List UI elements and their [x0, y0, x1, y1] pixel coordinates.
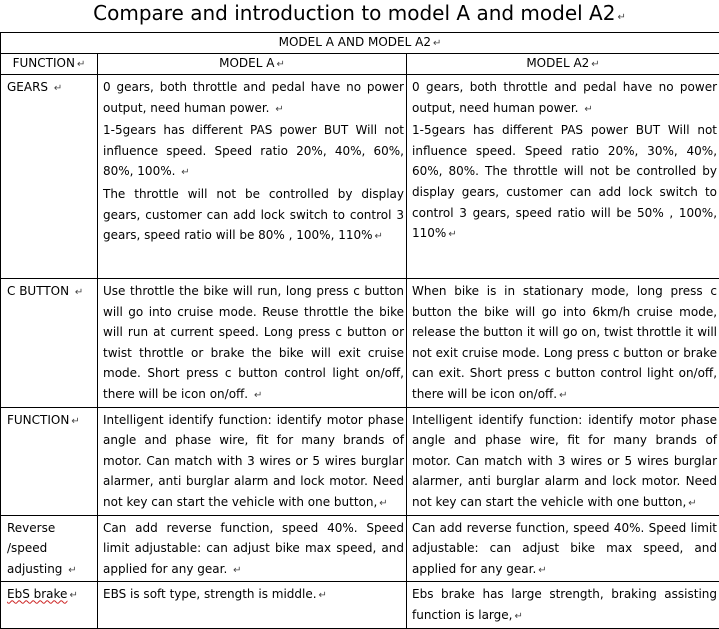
table-row-c-button: [1, 279, 719, 408]
cell-paragraph: [412, 77, 717, 120]
paragraph-mark-icon: ↵: [233, 565, 241, 576]
paragraph-mark-icon: ↵: [69, 590, 77, 601]
model-a-cell: [98, 75, 407, 279]
page-title: [0, 0, 719, 30]
cell-paragraph: [412, 120, 717, 246]
table-header-row: [1, 54, 719, 75]
function-cell: [1, 515, 98, 582]
paragraph-mark-icon: ↵: [591, 59, 599, 70]
paragraph-mark-icon: ↵: [538, 565, 546, 576]
paragraph-mark-icon: ↵: [68, 565, 76, 576]
cell-text: Can add reverse function, speed 40%. Speed limit adjustable: can adjust bike max speed, and applied for any gear.: [103, 521, 404, 576]
model-a-cell: [98, 279, 407, 408]
header-model-a2: [407, 54, 719, 75]
paragraph-mark-icon: ↵: [75, 287, 83, 298]
paragraph-mark-icon: ↵: [275, 104, 283, 115]
model-a-cell: [98, 407, 407, 515]
paragraph-mark-icon: ↵: [514, 611, 522, 622]
paragraph-mark-icon: ↵: [688, 498, 696, 509]
cell-text: 0 gears, both throttle and pedal have no power output, need human power.: [412, 80, 717, 115]
cell-text: Intelligent identify function: identify motor phase angle and phase wire, fit for many brands of motor. Can match with 3 wires or 5 wires burglar alarmer, anti burglar alarm and lock motor. Need not key can start the vehicle with one button,: [412, 413, 717, 509]
paragraph-mark-icon: ↵: [319, 590, 327, 601]
cell-paragraph: [103, 518, 404, 582]
cell-paragraph: [412, 281, 717, 407]
table-banner-row: [1, 33, 719, 54]
header-model-a: [98, 54, 407, 75]
comparison-table: [0, 32, 719, 629]
cell-paragraph: [103, 281, 404, 407]
cell-text: Intelligent identify function: identify motor phase angle and phase wire, fit for many brands of motor. Can match with 3 wires or 5 wires burglar alarmer, anti burglar alarm and lock motor. Need not key can start the vehicle with one button,: [103, 413, 404, 509]
paragraph-mark-icon: ↵: [77, 59, 85, 70]
paragraph-mark-icon: ↵: [584, 104, 592, 115]
header-model-a-text: MODEL A: [219, 56, 274, 70]
function-cell: [1, 75, 98, 279]
table-row-function: [1, 407, 719, 515]
cell-paragraph: [103, 584, 404, 607]
model-a2-cell: [407, 515, 719, 582]
paragraph-mark-icon: ↵: [379, 498, 387, 509]
cell-text: The throttle will not be controlled by display gears, customer can add lock switch to control 3 gears, speed ratio will be 80% , 100%, 110%: [103, 187, 404, 242]
header-model-a2-text: MODEL A2: [526, 56, 589, 70]
table-banner-cell: [1, 33, 719, 54]
table-banner-text: MODEL A AND MODEL A2: [279, 35, 431, 49]
cell-text: Can add reverse function, speed 40%. Speed limit adjustable: can adjust bike max speed, and applied for any gear.: [412, 521, 717, 576]
cell-text: 0 gears, both throttle and pedal have no power output, need human power.: [103, 80, 404, 115]
paragraph-mark-icon: ↵: [617, 12, 625, 23]
table-row-gears: [1, 75, 719, 279]
header-function-text: FUNCTION: [13, 56, 75, 70]
model-a2-cell: [407, 279, 719, 408]
function-label: Reverse /speed adjusting: [7, 521, 62, 576]
paragraph-mark-icon: ↵: [433, 38, 441, 49]
cell-text: 1-5gears has different PAS power BUT Will not influence speed. Speed ratio 20%, 40%, 60%, 80%, 100%.: [103, 123, 404, 178]
cell-paragraph: [103, 184, 404, 248]
model-a2-cell: [407, 582, 719, 628]
model-a-cell: [98, 515, 407, 582]
paragraph-mark-icon: ↵: [54, 83, 62, 94]
table-row-reverse: [1, 515, 719, 582]
model-a2-cell: [407, 407, 719, 515]
function-cell: [1, 407, 98, 515]
paragraph-mark-icon: ↵: [448, 229, 456, 240]
function-cell: [1, 279, 98, 408]
paragraph-mark-icon: ↵: [181, 167, 189, 178]
function-cell: [1, 582, 98, 628]
cell-paragraph: [103, 77, 404, 120]
cell-paragraph: [412, 410, 717, 515]
model-a2-cell: [407, 75, 719, 279]
header-function: [1, 54, 98, 75]
cell-paragraph: [412, 584, 717, 627]
cell-text: EBS is soft type, strength is middle.: [103, 587, 317, 601]
cell-paragraph: [103, 120, 404, 184]
cell-text: 1-5gears has different PAS power BUT Will not influence speed. Speed ratio 20%, 30%, 40%, 60%, 80%. The throttle will not be controlled by display gears, customer can add lock switch to control 3 gears, speed ratio will be 50% , 100%, 110%: [412, 123, 717, 240]
cell-text: Use throttle the bike will run, long press c button will go into cruise mode. Reuse throttle the bike will run at current speed. Long press c button or twist throttle or brake the bike will exit cruise mode. Short press c button control light on/off, there will be icon on/off.: [103, 284, 404, 401]
cell-text: When bike is in stationary mode, long press c button the bike will go into 6km/h cruise mode, release the button it will go on, twist throttle it will not exit cruise mode. Long press c button or brake can exit. Short press c button control light on/off, there will be icon on/off.: [412, 284, 717, 401]
cell-paragraph: [103, 410, 404, 515]
function-label: C BUTTON: [7, 284, 69, 298]
cell-paragraph: [412, 518, 717, 582]
function-label: FUNCTION: [7, 413, 69, 427]
model-a-cell: [98, 582, 407, 628]
page-title-text: Compare and introduction to model A and model A2: [93, 1, 615, 25]
cell-text: Ebs brake has large strength, braking assisting function is large,: [412, 587, 717, 622]
paragraph-mark-icon: ↵: [254, 390, 262, 401]
paragraph-mark-icon: ↵: [375, 231, 383, 242]
function-label: GEARS: [7, 80, 48, 94]
function-label: EbS brake: [7, 587, 67, 601]
paragraph-mark-icon: ↵: [71, 416, 79, 427]
table-row-ebs-brake: [1, 582, 719, 628]
paragraph-mark-icon: ↵: [276, 59, 284, 70]
paragraph-mark-icon: ↵: [559, 390, 567, 401]
